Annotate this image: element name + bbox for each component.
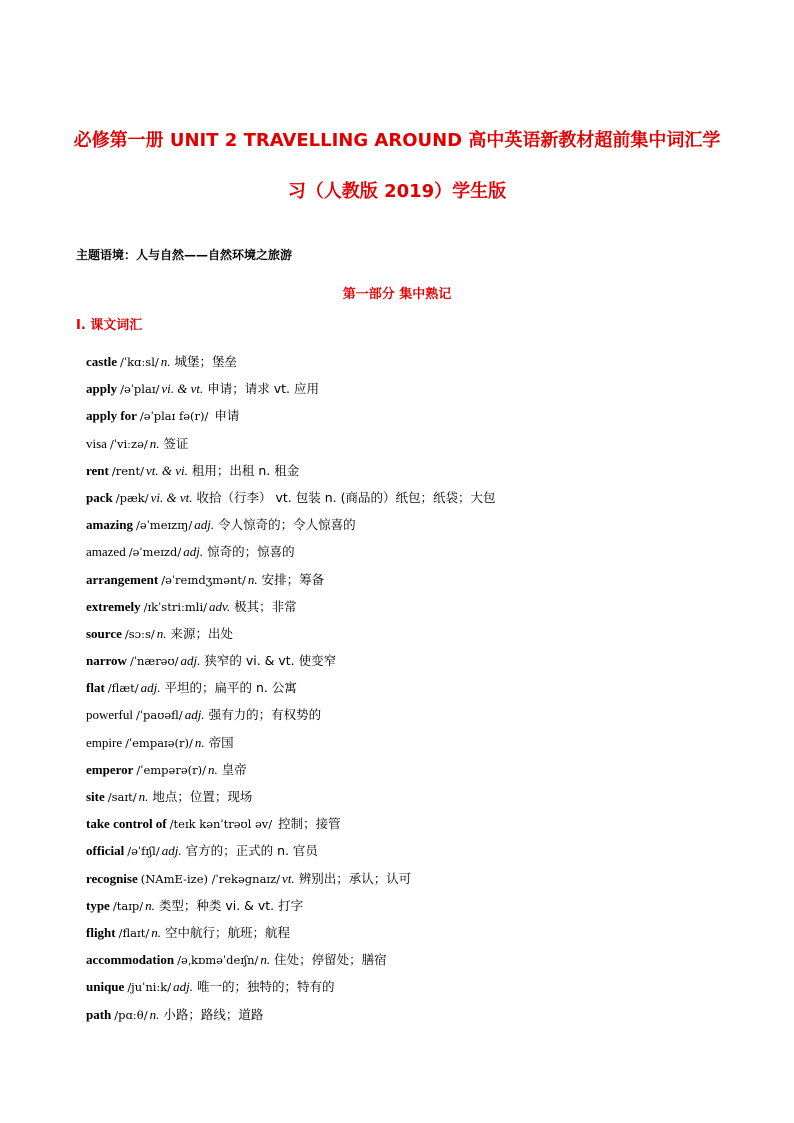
- vocab-word: visa: [86, 435, 107, 451]
- vocab-phonetic: /ˈempərə(r)/: [136, 762, 206, 777]
- vocab-meaning: 狭窄的 vi. & vt. 使变窄: [204, 653, 337, 669]
- vocab-word: apply: [86, 381, 118, 397]
- vocab-entry: [86, 837, 495, 864]
- vocab-entry: [86, 892, 495, 919]
- vocab-word: pack: [86, 489, 113, 505]
- vocab-phonetic: /əˈmeɪzd/: [128, 545, 182, 560]
- vocab-entry: [86, 701, 495, 728]
- vocab-part-of-speech: vt.: [282, 870, 295, 886]
- vocab-entry: [86, 919, 495, 946]
- vocab-entry: [86, 620, 495, 647]
- vocab-entry: [86, 538, 495, 565]
- vocab-meaning: 类型；种类 vi. & vt. 打字: [158, 897, 304, 913]
- vocab-phonetic: /juˈniːk/: [127, 980, 172, 995]
- vocab-meaning: 控制；接管: [278, 816, 341, 832]
- vocab-part-of-speech: adv.: [209, 598, 231, 614]
- vocab-word: flat: [86, 680, 105, 696]
- vocab-entry: [86, 402, 495, 429]
- vocab-word: recognise: [86, 870, 138, 886]
- document-title-line-1: 必修第一册 UNIT 2 TRAVELLING AROUND 高中英语新教材超前集中词汇学: [73, 130, 721, 151]
- vocab-phonetic: /ˈnærəʊ/: [129, 654, 179, 669]
- vocab-part-of-speech: n.: [260, 952, 271, 968]
- vocab-meaning: 皇帝: [221, 761, 247, 777]
- vocab-part-of-speech: adj.: [194, 517, 215, 533]
- vocab-entry: [86, 756, 495, 783]
- vocab-entry: [86, 810, 495, 837]
- vocab-phonetic: /əˌkɒməˈdeɪʃn/: [177, 953, 259, 968]
- vocab-meaning: 帝国: [208, 734, 234, 750]
- vocab-part-of-speech: n.: [138, 789, 149, 804]
- vocab-phonetic: /saɪt/: [107, 790, 137, 804]
- vocab-part-of-speech: n.: [194, 734, 205, 750]
- vocab-part-of-speech: vi. & vt.: [150, 489, 193, 505]
- vocab-word: official: [86, 843, 125, 859]
- vocab-phonetic: /ɪkˈstriːmli/: [143, 599, 208, 614]
- vocab-entry: [86, 1001, 495, 1028]
- vocab-phonetic: /əˈplaɪ/: [120, 382, 160, 397]
- vocab-meaning: 来源；出处: [170, 625, 234, 641]
- vocab-part-of-speech: n.: [156, 625, 167, 641]
- vocabulary-list: [86, 348, 495, 1028]
- vocab-word: flight: [86, 924, 116, 940]
- vocab-word: type: [86, 897, 110, 913]
- vocab-entry: [86, 593, 495, 620]
- vocab-word: accommodation: [86, 952, 175, 968]
- vocab-word: empire: [86, 734, 123, 750]
- vocab-entry: [86, 430, 495, 457]
- vocab-part-of-speech: adj.: [140, 680, 161, 696]
- vocab-phonetic: (NAmE-ize) /ˈrekəgnaɪz/: [140, 871, 281, 886]
- vocab-phonetic: /teɪk kənˈtrəʊl əv/: [169, 817, 273, 832]
- vocab-phonetic: /taɪp/: [112, 898, 144, 913]
- vocab-part-of-speech: n.: [145, 897, 155, 913]
- vocab-word: extremely: [86, 598, 141, 614]
- vocab-part-of-speech: n.: [160, 354, 171, 369]
- vocab-part-of-speech: adj.: [183, 544, 204, 560]
- vocab-phonetic: /əˈmeɪzɪŋ/: [135, 518, 193, 533]
- vocab-meaning: 申请: [214, 408, 240, 424]
- vocab-word: site: [86, 789, 105, 804]
- vocab-phonetic: /əˈfɪʃl/: [127, 844, 160, 859]
- vocab-meaning: 空中航行；航班；航程: [164, 924, 290, 940]
- vocab-part-of-speech: n.: [207, 761, 218, 777]
- vocab-meaning: 令人惊奇的；令人惊喜的: [218, 517, 356, 533]
- vocab-meaning: 住处；停留处；膳宿: [274, 952, 387, 968]
- vocab-word: narrow: [86, 653, 127, 669]
- vocab-word: path: [86, 1006, 112, 1022]
- topic-context: 主题语境：人与自然——自然环境之旅游: [76, 248, 293, 262]
- vocab-phonetic: /əˈplaɪ fə(r)/: [139, 409, 209, 424]
- vocab-part-of-speech: n.: [247, 571, 258, 587]
- vocab-part-of-speech: n.: [149, 435, 160, 451]
- vocab-meaning: 唯一的；独特的；特有的: [197, 979, 335, 995]
- vocab-entry: [86, 511, 495, 538]
- vocab-word: powerful: [86, 707, 133, 723]
- vocab-word: unique: [86, 979, 125, 995]
- vocab-entry: [86, 348, 495, 375]
- vocab-meaning: 安排；筹备: [261, 571, 325, 587]
- vocab-meaning: 极其；非常: [234, 598, 297, 614]
- vocab-phonetic: /sɔːs/: [124, 626, 155, 641]
- vocab-phonetic: /ˈkɑːsl/: [120, 355, 159, 369]
- vocab-entry: [86, 457, 495, 484]
- vocab-entry: [86, 865, 495, 892]
- vocab-phonetic: /flaɪt/: [118, 925, 150, 940]
- vocab-word: amazed: [86, 544, 126, 560]
- vocab-entry: [86, 946, 495, 973]
- vocab-word: rent: [86, 462, 109, 478]
- vocab-word: emperor: [86, 761, 134, 777]
- vocab-meaning: 辨别出；承认；认可: [298, 870, 412, 886]
- vocab-meaning: 租用；出租 n. 租金: [191, 462, 300, 478]
- vocab-meaning: 签证: [163, 435, 189, 451]
- vocab-entry: [86, 566, 495, 593]
- vocab-part-of-speech: adj.: [180, 653, 201, 669]
- vocab-entry: [86, 973, 495, 1000]
- vocab-phonetic: /ˈempaɪə(r)/: [125, 735, 193, 750]
- vocab-part-of-speech: vt. & vi.: [145, 462, 188, 478]
- vocab-entry: [86, 783, 495, 810]
- vocab-part-of-speech: adj.: [161, 843, 182, 859]
- vocab-word: arrangement: [86, 571, 159, 587]
- vocab-meaning: 官方的；正式的 n. 官员: [185, 843, 318, 859]
- vocab-phonetic: /ˈpaʊəfl/: [135, 708, 183, 723]
- vocab-entry: [86, 729, 495, 756]
- vocab-part-of-speech: adj.: [173, 979, 193, 995]
- vocab-part-of-speech: n.: [149, 1006, 160, 1022]
- vocab-phonetic: /rent/: [111, 463, 144, 478]
- vocab-phonetic: /ˈviːzə/: [109, 436, 148, 451]
- vocab-word: amazing: [86, 517, 133, 533]
- vocab-entry: [86, 647, 495, 674]
- vocab-part-of-speech: vi. & vt.: [161, 381, 204, 397]
- vocab-entry: [86, 674, 495, 701]
- vocab-phonetic: /flæt/: [107, 681, 139, 696]
- vocab-part-of-speech: adj.: [184, 707, 205, 723]
- vocab-meaning: 申请；请求 vt. 应用: [207, 381, 319, 397]
- vocab-phonetic: /pæk/: [115, 490, 149, 505]
- document-title-line-2: 习（人教版 2019）学生版: [287, 181, 507, 202]
- vocab-meaning: 小路；路线；道路: [163, 1006, 264, 1022]
- vocab-meaning: 收拾（行李） vt. 包装 n. (商品的）纸包；纸袋；大包: [196, 489, 496, 505]
- vocab-word: take control of: [86, 816, 167, 832]
- vocab-entry: [86, 484, 495, 511]
- section-heading: Ⅰ. 课文词汇: [76, 318, 143, 333]
- vocab-word: castle: [86, 354, 118, 369]
- vocab-meaning: 地点；位置；现场: [152, 789, 253, 804]
- vocab-part-of-speech: n.: [151, 924, 161, 940]
- vocab-meaning: 平坦的；扁平的 n. 公寓: [164, 680, 297, 696]
- vocab-word: apply for: [86, 408, 137, 424]
- vocab-entry: [86, 375, 495, 402]
- vocab-phonetic: /pɑːθ/: [114, 1007, 148, 1022]
- vocab-meaning: 强有力的；有权势的: [208, 707, 322, 723]
- vocab-meaning: 城堡；堡垒: [174, 354, 238, 369]
- part-heading: 第一部分 集中熟记: [342, 287, 452, 302]
- vocab-word: source: [86, 625, 122, 641]
- vocab-phonetic: /əˈreɪndʒmənt/: [161, 572, 246, 587]
- vocab-meaning: 惊奇的；惊喜的: [207, 544, 295, 560]
